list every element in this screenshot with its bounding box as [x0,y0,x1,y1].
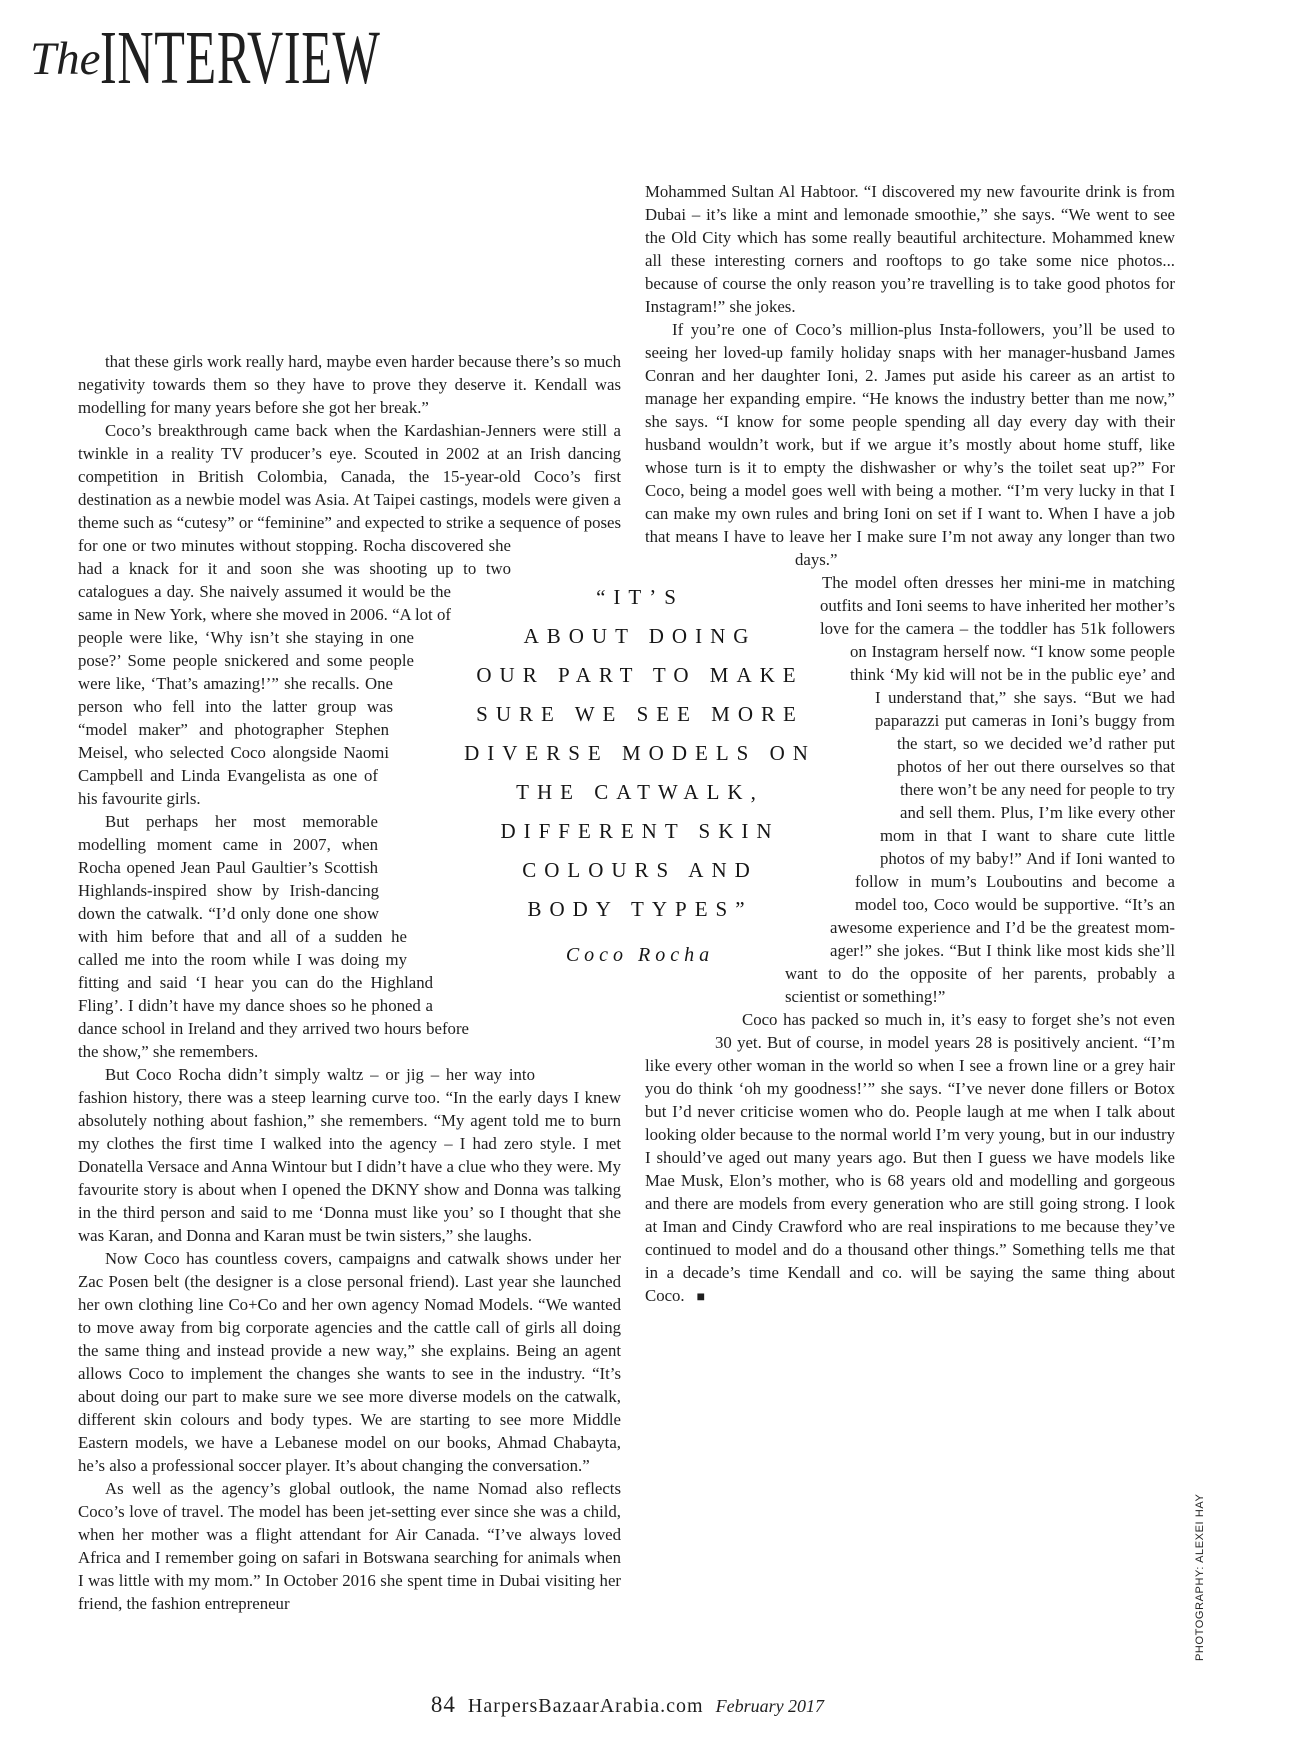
masthead-the: The [30,33,101,85]
article-column-left [78,350,621,1615]
pull-quote-line: ABOUT DOING [523,624,757,648]
pull-quote-line: THE CATWALK, [516,780,764,804]
paragraph: The model often dresses her mini-me in matching outfits and Ioni seems to have inherited her mother’s love for the camera – the toddler has 51k followers on Instagram herself now. “I know some people think ‘My kid will not be in the public eye’ and I understand that,” she says. “But we had paparazzi put cameras in Ioni’s buggy from the start, so we decided we’d rather put photos of her out there ourselves so that there won’t be any need for people to try and sell them. Plus, I’m like every other mom in that I want to share cute little photos of my baby!” And if Ioni wanted to follow in mum’s Louboutins and become a model too, Coco would be supportive. “It’s an awesome experience and I’d be the greatest mom-ager!” she jokes. “But I think like most kids she’ll want to do the opposite of her parents, probably a scientist or something!” [785,573,1175,1006]
end-of-article-mark: ■ [696,1290,706,1305]
text-wrap-step [645,1008,715,1054]
paragraph: But Coco Rocha didn’t simply waltz – or jig – her way into fashion history, there was a steep learning curve too. “In the early days I knew absolutely nothing about fashion,” she remembers. “My agent told me to burn my clothes the first time I walked into the agency – I had zero style. I met Donatella Versace and Anna Wintour but I didn’t have a clue who they were. My favourite story is about when I opened the DKNY show and Donna was talking in the third person and said to me ‘Donna must like you’ so I thought that she was Karan, and Donna and Karan must be twin sisters,” she laughs. [78,1065,621,1245]
paragraph: Mohammed Sultan Al Habtoor. “I discovered my new favourite drink is from Dubai – it’s like a mint and lemonade smoothie,” she says. “We went to see the Old City which has some really beautiful architecture. Mohammed knew all these interesting corners and rooftops to go take some nice photos... because of course the only reason you’re travelling is to take good photos for Instagram!” she jokes. [645,182,1175,316]
page-footer [0,1692,1277,1718]
text-wrap-step [511,537,621,583]
paragraph-text: Coco has packed so much in, it’s easy to forget she’s not even 30 yet. But of course, in model years 28 is positively ancient. “I’m like every other woman in the world so when I see a frown line or a grey hair you do think ‘oh my goodness!’” she says. “I’ve never done fillers or Botox but I’d never criticise women who do. People laugh at me when I talk about looking older because to the normal world I’m very young, but in our industry I should’ve aged out many years ago. But then I guess we have models like Mae Musk, Elon’s mother, who is 68 years old and modelling and gorgeous and there are models from every generation who are still going strong. I look at Iman and Cindy Crawford who are real inspirations to me because they’ve continued to model and do a thousand other things.” Something tells me that in a decade’s time Kendall and co. will be saying the same thing about Coco. [645,1010,1175,1305]
paragraph: If you’re one of Coco’s million-plus Insta-followers, you’ll be used to seeing her loved-up family holiday snaps with her manager-husband James Conran and her daughter Ioni, 2. James put aside his career as an artist to manage her expanding empire. “He knows the industry better than me now,” she says. “I know for some people spending all day every day with their husband wouldn’t work, but if we argue it’s mostly about home stuff, like whose turn is it to empty the dishwasher or why’s the toilet seat up?” For Coco, being a model goes well with being a mother. “I’m very lucky in that I can make my own rules and bring Ioni on set if I want to. When I have a job that means I have to leave her I make sure I’m not away any longer than two days.” [645,320,1175,569]
pull-quote-line: DIFFERENT SKIN [500,819,780,843]
pull-quote-line: SURE WE SEE MORE [476,702,804,726]
pull-quote-line: OUR PART TO MAKE [476,663,804,687]
page-number: 84 [430,1692,456,1717]
website-name: HarpersBazaarArabia.com [467,1695,704,1717]
paragraph [645,1008,1175,1309]
pull-quote-line: “IT’S [596,585,684,609]
masthead-title: INTERVIEW [100,16,381,100]
photography-credit: PHOTOGRAPHY: ALEXEI HAY [1194,1493,1206,1661]
pull-quote-attribution: Coco Rocha [565,944,715,966]
text-wrap-step [469,997,621,1043]
pull-quote [360,578,920,973]
pull-quote-line: COLOURS AND [522,858,758,882]
paragraph: Coco’s breakthrough came back when the Kardashian-Jenners were still a twinkle in a reality TV producer’s eye. Scouted in 2002 at an Irish dancing competition in British Colombia, Canada, the 15-year-old Coco’s first destination as a newbie model was Asia. At Taipei castings, models were given a theme such as “cutesy” or “feminine” and expected to strike a sequence of poses for one or two minutes without stopping. Rocha discovered she had a knack for it and soon she was shooting up to two catalogues a day. She naively assumed it would be the same in New York, where she moved in 2006. “A lot of people were like, ‘Why isn’t she staying in one pose?’ Some people snickered and some people were like, ‘That’s amazing!’” she recalls. One person who fell into the latter group was “model maker” and photographer Stephen Meisel, who selected Coco alongside Naomi Campbell and Linda Evangelista as one of his favourite girls. [78,421,621,808]
paragraph: that these girls work really hard, maybe even harder because there’s so much negativity towards them so they have to prove they deserve it. Kendall was modelling for many years before she got her break.” [78,352,621,417]
paragraph: As well as the agency’s global outlook, the name Nomad also reflects Coco’s love of travel. The model has been jet-setting ever since she was a child, when her mother was a flight attendant for Air Canada. “I’ve always loved Africa and I remember going on safari in Botswana searching for animals when I was little with my mom.” In October 2016 she spent time in Dubai visiting her friend, the fashion entrepreneur [78,1479,621,1613]
issue-date: February 2017 [715,1696,825,1716]
pull-quote-line: DIVERSE MODELS ON [464,741,816,765]
paragraph: Now Coco has countless covers, campaigns and catwalk shows under her Zac Posen belt (the designer is a close personal friend). Last year she launched her own clothing line Co+Co and her own agency Nomad Models. “We wanted to move away from big corporate agencies and the cattle call of girls all doing the same thing and instead provide a new way,” she explains. Being an agent allows Coco to implement the changes she wants to see in the industry. “It’s about doing our part to make sure we see more diverse models on the catwalk, different skin colours and body types. We are starting to see more Middle Eastern models, we have a Lebanese model on our books, Ahmad Chabayta, he’s also a professional soccer player. It’s about changing the conversation.” [78,1249,621,1475]
pull-quote-line: BODY TYPES” [527,897,753,921]
paragraph: But perhaps her most memorable modelling moment came in 2007, when Rocha opened Jean Paul Gaultier’s Scottish Highlands-inspired show by Irish-dancing down the catwalk. “I’d only done one show with him before that and all of a sudden he called me into the room while I was doing my fitting and said ‘I hear you can do the Highland Fling’. I didn’t have my dance shoes so he phoned a dance school in Ireland and they arrived two hours before the show,” she remembers. [78,812,469,1061]
text-wrap-step [535,1043,621,1066]
